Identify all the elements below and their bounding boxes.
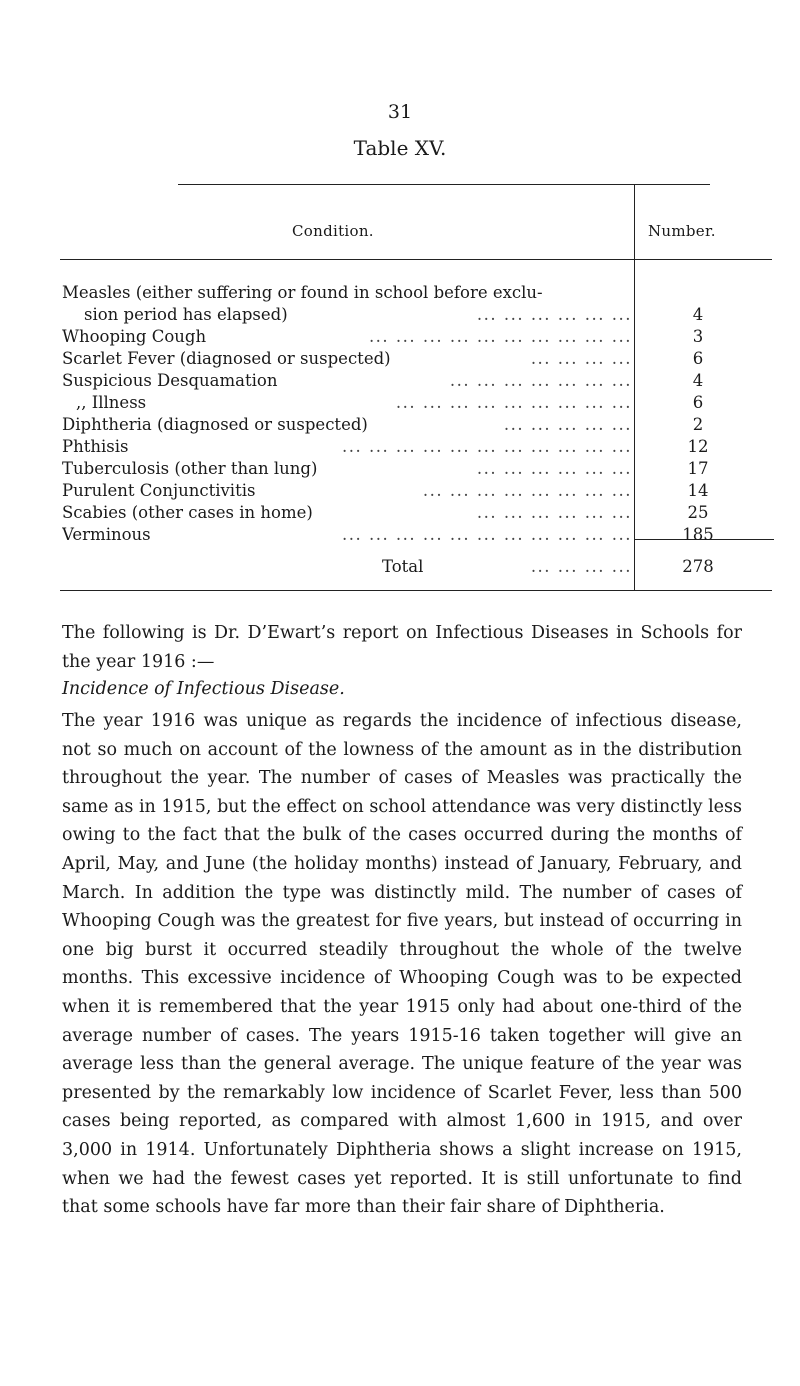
dot-leader: ... ... ... ... ... ... ... ... ... ...: [368, 327, 632, 346]
total-label: Total: [382, 557, 429, 576]
table-row: [84, 305, 632, 328]
number-column-header: Number.: [648, 222, 716, 240]
row-label: sion period has elapsed): [84, 305, 294, 324]
table-row: [62, 283, 632, 306]
dot-leader: ... ... ... ... ... ... ...: [449, 371, 632, 390]
row-value: 25: [687, 503, 709, 522]
table-row: [62, 525, 632, 548]
condition-column-header: Condition.: [292, 222, 374, 240]
table-top-rule: [178, 184, 710, 185]
table-row: [62, 459, 632, 482]
row-value: 6: [692, 393, 704, 412]
dot-leader: ... ... ... ...: [530, 557, 632, 576]
row-label: Measles (either suffering or found in school before exclu-: [62, 283, 549, 302]
row-label: Tuberculosis (other than lung): [62, 459, 323, 478]
row-label: ,, Illness: [62, 393, 152, 412]
dot-leader: ... ... ... ... ... ...: [476, 459, 632, 478]
table-row: [62, 437, 632, 460]
table-title: Table XV.: [353, 136, 447, 160]
row-label: Suspicious Desquamation: [62, 371, 283, 390]
row-label: Scabies (other cases in home): [62, 503, 319, 522]
table-bottom-rule: [60, 590, 772, 591]
total-value: 278: [682, 557, 714, 576]
row-value: 17: [687, 459, 709, 478]
row-value: 12: [687, 437, 709, 456]
page-number: 31: [387, 101, 413, 123]
table-row: [62, 349, 632, 372]
row-label: Purulent Conjunctivitis: [62, 481, 261, 500]
table-row: [62, 327, 632, 350]
row-label: Scarlet Fever (diagnosed or suspected): [62, 349, 397, 368]
dot-leader: ... ... ... ... ... ... ... ... ...: [395, 393, 632, 412]
row-value: 4: [692, 371, 704, 390]
row-value: 4: [692, 305, 704, 324]
row-label: Whooping Cough: [62, 327, 212, 346]
row-value: 2: [692, 415, 704, 434]
table-header-rule: [60, 259, 772, 260]
table-row: [62, 371, 632, 394]
row-label: Verminous: [62, 525, 157, 544]
section-subheading: Incidence of Infectious Disease.: [62, 679, 345, 699]
intro-paragraph: The following is Dr. D’Ewart’s report on Infectious Diseases in Schools for the year 1916 :—: [62, 623, 742, 672]
body-paragraph: The year 1916 was unique as regards the incidence of infectious disease, not so much on account of the lowness of the amount as in the distribution throughout the year. The number of cases of Measles was practically the same as in 1915, but the effect on school attendance was very distinctly less owing to the fact that the bulk of the cases occurred during the months of April, May, and June (the holiday months) instead of January, February, and March. In addition the type was distinctly mild. The number of cases of Whooping Cough was the greatest for five years, but instead of occurring in one big burst it occurred steadily throughout the whole of the twelve months. This excessive incidence of Whooping Cough was to be expected when it is remembered that the year 1915 only had about one-third of the average number of cases. The years 1915-16 taken together will give an average less than the general average. The unique feature of the year was presented by the remarkably low incidence of Scarlet Fever, less than 500 cases being reported, as compared with almost 1,600 in 1915, and over 3,000 in 1914. Unfortunately Diphtheria shows a slight increase on 1915, when we had the fewest cases yet reported. It is still unfortunate to find that some schools have far more than their fair share of Diphtheria.: [62, 711, 742, 1218]
dot-leader: ... ... ... ... ... ...: [476, 305, 632, 324]
table-row: [62, 415, 632, 438]
row-label: Phthisis: [62, 437, 134, 456]
dot-leader: ... ... ... ... ... ... ... ... ... ... ...: [341, 437, 632, 456]
row-label: Diphtheria (diagnosed or suspected): [62, 415, 374, 434]
column-divider: [634, 184, 635, 590]
table-row: [62, 503, 632, 526]
table-row: [62, 481, 632, 504]
dot-leader: ... ... ... ... ...: [503, 415, 632, 434]
row-value: 6: [692, 349, 704, 368]
row-value: 185: [682, 525, 714, 544]
total-row: [382, 557, 632, 580]
dot-leader: ... ... ... ... ... ...: [476, 503, 632, 522]
dot-leader: ... ... ... ... ... ... ... ...: [422, 481, 632, 500]
row-value: 3: [692, 327, 704, 346]
dot-leader: ... ... ... ...: [530, 349, 632, 368]
table-row: [62, 393, 632, 416]
dot-leader: ... ... ... ... ... ... ... ... ... ... ...: [341, 525, 632, 544]
row-value: 14: [687, 481, 709, 500]
